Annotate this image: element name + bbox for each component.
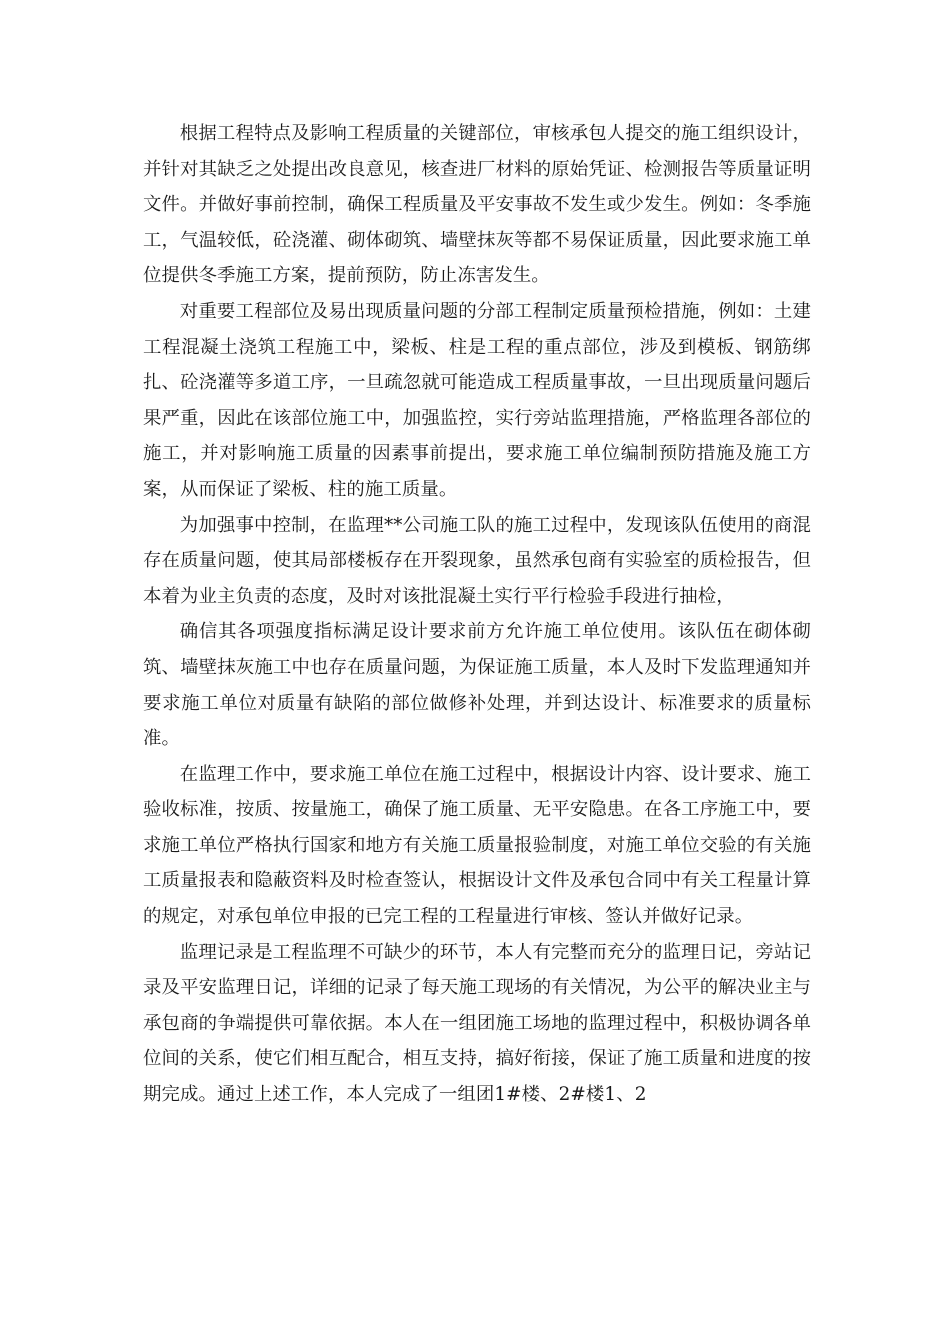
paragraph-supervision-records: 监理记录是工程监理不可缺少的环节，本人有完整而充分的监理日记，旁站记录及平安监理日记，详细的记录了每天施工现场的有关情况，为公平的解决业主与承包商的争端提供可靠依据。本人在一组团施工场地的监理过程中，积极协调各单位间的关系，使它们相互配合，相互支持，搞好衔接，保证了施工质量和进度的按期完成。通过上述工作，本人完成了一组团1#楼、2#楼1、2 [143,941,811,1106]
paragraph-pre-inspection: 对重要工程部位及易出现质量问题的分部工程制定质量预检措施，例如：土建工程混凝土浇筑工程施工中，梁板、柱是工程的重点部位，涉及到模板、钢筋绑扎、砼浇灌等多道工序，一旦疏忽就可能造成工程质量事故，一旦出现质量问题后果严重，因此在该部位施工中，加强监控，实行旁站监理措施，严格监理各部位的施工，并对影响施工质量的因素事前提出，要求施工单位编制预防措施及施工方案，从而保证了梁板、柱的施工质量。 [143,300,811,500]
paragraph-construction-acceptance: 在监理工作中，要求施工单位在施工过程中，根据设计内容、设计要求、施工验收标准，按质、按量施工，确保了施工质量、无平安隐患。在各工序施工中，要求施工单位严格执行国家和地方有关施工质量报验制度，对施工单位交验的有关施工质量报表和隐蔽资料及时检查签认，根据设计文件及承包合同中有关工程量计算的规定，对承包单位申报的已完工程的工程量进行审核、签认并做好记录。 [143,763,811,928]
paragraph-in-process-control: 为加强事中控制，在监理**公司施工队的施工过程中，发现该队伍使用的商混存在质量问题，使其局部楼板存在开裂现象，虽然承包商有实验室的质检报告，但本着为业主负责的态度，及时对该批混凝土实行平行检验手段进行抽检， [143,514,811,607]
paragraph-pre-control: 根据工程特点及影响工程质量的关键部位，审核承包人提交的施工组织设计，并针对其缺乏之处提出改良意见，核查进厂材料的原始凭证、检测报告等质量证明文件。并做好事前控制，确保工程质量及平安事故不发生或少发生。例如：冬季施工，气温较低，砼浇灌、砌体砌筑、墙壁抹灰等都不易保证质量，因此要求施工单位提供冬季施工方案，提前预防，防止冻害发生。 [143,123,811,287]
paragraph-strength-confirmation: 确信其各项强度指标满足设计要求前方允许施工单位使用。该队伍在砌体砌筑、墙壁抹灰施工中也存在质量问题，为保证施工质量，本人及时下发监理通知并要求施工单位对质量有缺陷的部位做修补处理，并到达设计、标准要求的质量标准。 [143,621,811,750]
document-body [143,116,811,1113]
